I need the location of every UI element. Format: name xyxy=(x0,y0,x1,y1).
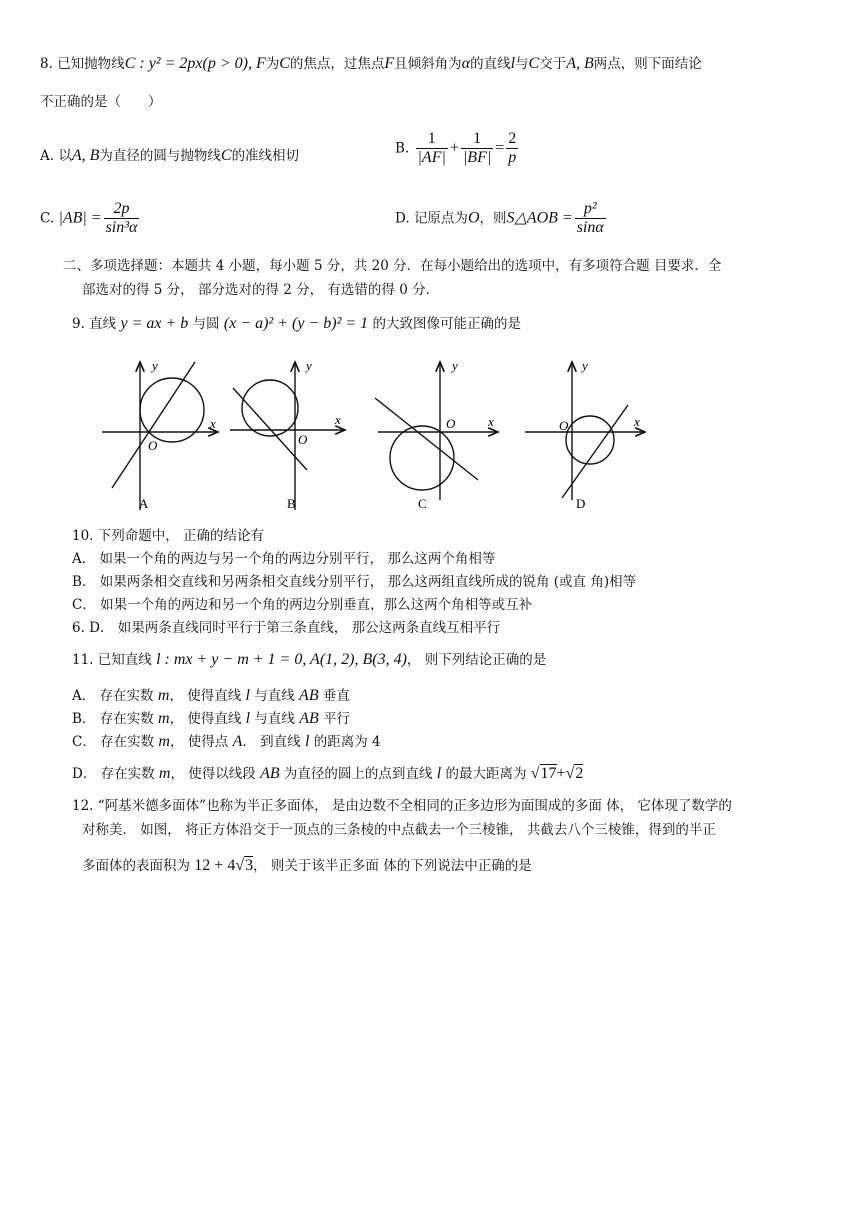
x-axis-label: x xyxy=(634,414,640,429)
origin-label: O xyxy=(298,432,308,447)
q9-stem: 9. 直线 y = ax + b 与圆 (x − a)² + (y − b)² = 1 的大致图像可能正确的是 xyxy=(72,315,521,332)
y-axis-label: y xyxy=(306,358,312,373)
q8-option-a: A. 以A, B为直径的圆与抛物线C的准线相切 xyxy=(40,147,300,164)
x-axis-label: x xyxy=(210,416,216,431)
q11-option-c: C． 存在实数 m， 使得点 A． 到直线 l 的距离为 4 xyxy=(72,733,381,750)
q10-option-c: C． 如果一个角的两边和另一个角的两边分别垂直，那么这两个角相等或互补 xyxy=(72,597,533,613)
section2-instructions-1: 二、多项选择题：本题共 4 小题，每小题 5 分，共 20 分．在每小题给出的选项中，有多项符合题 目要求．全 xyxy=(63,258,722,274)
q11-stem: 11. 已知直线 l : mx + y − m + 1 = 0, A(1, 2), B(3, 4)， 则下列结论正确的是 xyxy=(72,651,547,668)
q10-option-b: B． 如果两条相交直线和另两条相交直线分别平行， 那么这两组直线所成的锐角 (或直 角)相等 xyxy=(72,574,637,590)
q11-option-a: A． 存在实数 m， 使得直线 l 与直线 AB 垂直 xyxy=(72,687,350,704)
q10-option-d: 6. D． 如果两条直线同时平行于第三条直线， 那公这两条直线互相平行 xyxy=(72,620,501,636)
figure-b xyxy=(230,362,345,510)
y-axis-label: y xyxy=(452,358,458,373)
fraction: $\frac{2}{p}$ xyxy=(508,130,517,167)
origin-label: O xyxy=(559,418,569,433)
q12-line-1: 12. “阿基米德多面体”也称为半正多面体， 是由边数不全相同的正多边形为面围成的多面 体， 它体现了数学的 xyxy=(72,798,732,814)
q10-option-a: A． 如果一个角的两边与另一个角的两边分别平行， 那么这两个角相等 xyxy=(72,551,496,567)
fraction: $\frac{\text{p²}}{\sin\alpha}$ xyxy=(576,200,604,237)
section2-instructions-2: 部选对的得 5 分， 部分选对的得 2 分， 有选错的得 0 分． xyxy=(82,282,440,298)
figure-label: B xyxy=(287,496,296,511)
q12-line-3: 多面体的表面积为 12 + 4√3， 则关于该半正多面 体的下列说法中正确的是 xyxy=(82,857,532,874)
q12-line-2: 对称美． 如图， 将正方体沿交于一顶点的三条棱的中点截去一个三棱锥， 共截去八个三棱锥，得到的半正 xyxy=(82,822,716,838)
q8-option-d: D. 记原点为O，则S△AOB = $\frac{\text{p²}}{\sin\alpha}$ xyxy=(395,200,604,237)
figure-d xyxy=(525,362,645,500)
y-axis-label: y xyxy=(152,358,158,373)
origin-label: O xyxy=(148,438,158,453)
x-axis-label: x xyxy=(335,412,341,427)
q8-option-b: B. $\frac{1}{|AF|}$ + $\frac{1}{|BF|}$ = $\frac{2}{p}$ xyxy=(395,130,517,167)
figure-label: D xyxy=(576,496,586,511)
q8-stem-cont: 不正确的是（ ） xyxy=(40,94,162,110)
figure-c xyxy=(375,362,498,500)
q10-stem: 10. 下列命题中， 正确的结论有 xyxy=(72,528,265,544)
q8-stem: 8. 已知抛物线C : y² = 2px(p > 0), F为C的焦点，过焦点F且倾斜角为α的直线l与C交于A, B两点，则下面结论 xyxy=(40,55,702,72)
origin-label: O xyxy=(446,416,456,431)
fraction: $\frac{1}{|AF|}$ xyxy=(417,130,446,167)
q8-option-c: C. |AB| = $\frac{2p}{\text{sin³α}}$ xyxy=(40,200,138,237)
q9-figures xyxy=(0,350,860,520)
q11-option-d: D． 存在实数 m， 使得以线段 AB 为直径的圆上的点到直线 l 的最大距离为 √17+√2 xyxy=(72,765,584,782)
x-axis-label: x xyxy=(488,414,494,429)
figure-label: C xyxy=(418,496,427,511)
figure-a xyxy=(102,362,218,510)
y-axis-label: y xyxy=(582,358,588,373)
fraction: $\frac{2p}{\text{sin³α}}$ xyxy=(105,200,138,237)
fraction: $\frac{1}{|BF|}$ xyxy=(462,130,492,167)
figure-label: A xyxy=(139,496,149,511)
q11-option-b: B． 存在实数 m， 使得直线 l 与直线 AB 平行 xyxy=(72,710,351,727)
